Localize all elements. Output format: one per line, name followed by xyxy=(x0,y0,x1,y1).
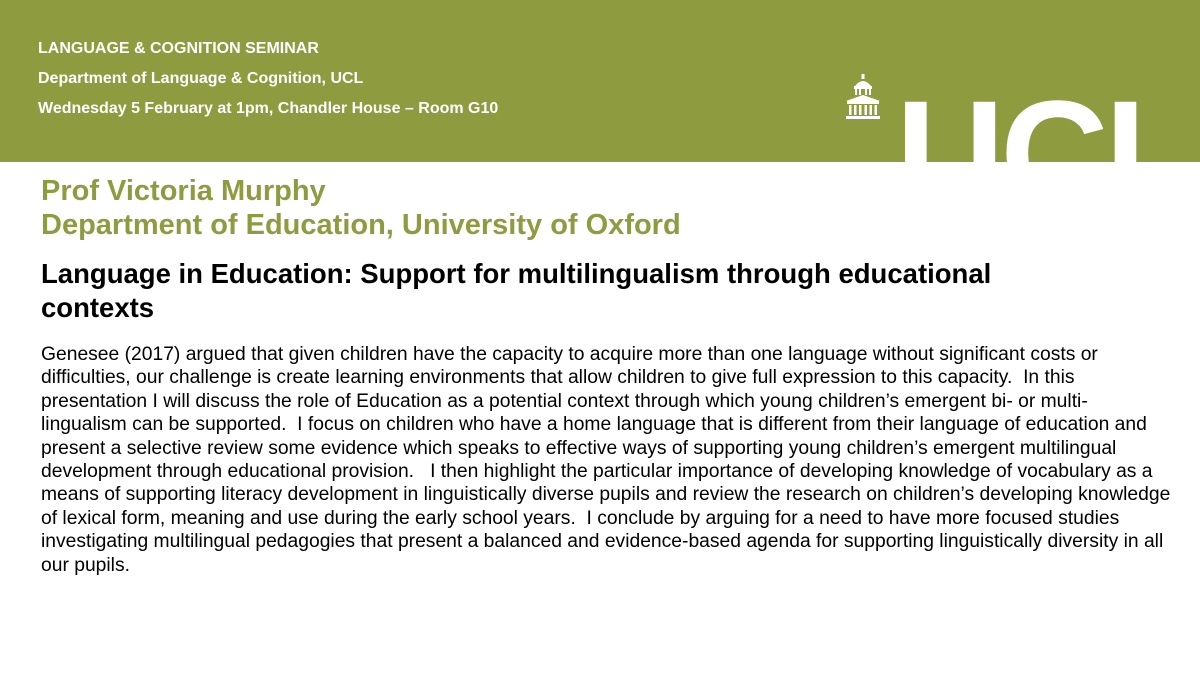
talk-title: Language in Education: Support for multilingualism through educational contexts xyxy=(41,258,992,323)
ucl-wordmark: UCL xyxy=(896,69,1193,237)
speaker-name: Prof Victoria Murphy xyxy=(41,175,326,207)
event-date-location: Wednesday 5 February at 1pm, Chandler House – Room G10 xyxy=(38,100,499,117)
abstract-text: Genesee (2017) argued that given children have the capacity to acquire more than one language without significant costs or difficulties, our challenge is create learning environments that allow children to give full expression to this capacity. In this presentation I will discuss the role of Education as a potential context through which young children’s emergent bi- or multi-lingualism can be supported. I focus on children who have a home language that is different from their language of education and present a selective review some evidence which speaks to effective ways of supporting young children’s emergent multilingual development through educational provision. I then highlight the particular importance of developing knowledge of vocabulary as a means of supporting literacy development in linguistically diverse pupils and review the research on children’s developing knowledge of lexical form, meaning and use during the early school years. I conclude by arguing for a need to have more focused studies investigating multilingual pedagogies that present a balanced and evidence-based agenda for supporting linguistically diversity in all our pupils. xyxy=(41,344,1176,576)
speaker-affiliation: Department of Education, University of Oxford xyxy=(41,209,681,241)
ucl-portico-icon xyxy=(844,74,882,120)
speaker-block xyxy=(41,174,681,242)
seminar-series-title: LANGUAGE & COGNITION SEMINAR xyxy=(38,40,319,57)
host-department: Department of Language & Cognition, UCL xyxy=(38,70,364,87)
seminar-info xyxy=(38,34,498,124)
ucl-logo xyxy=(838,69,1193,237)
